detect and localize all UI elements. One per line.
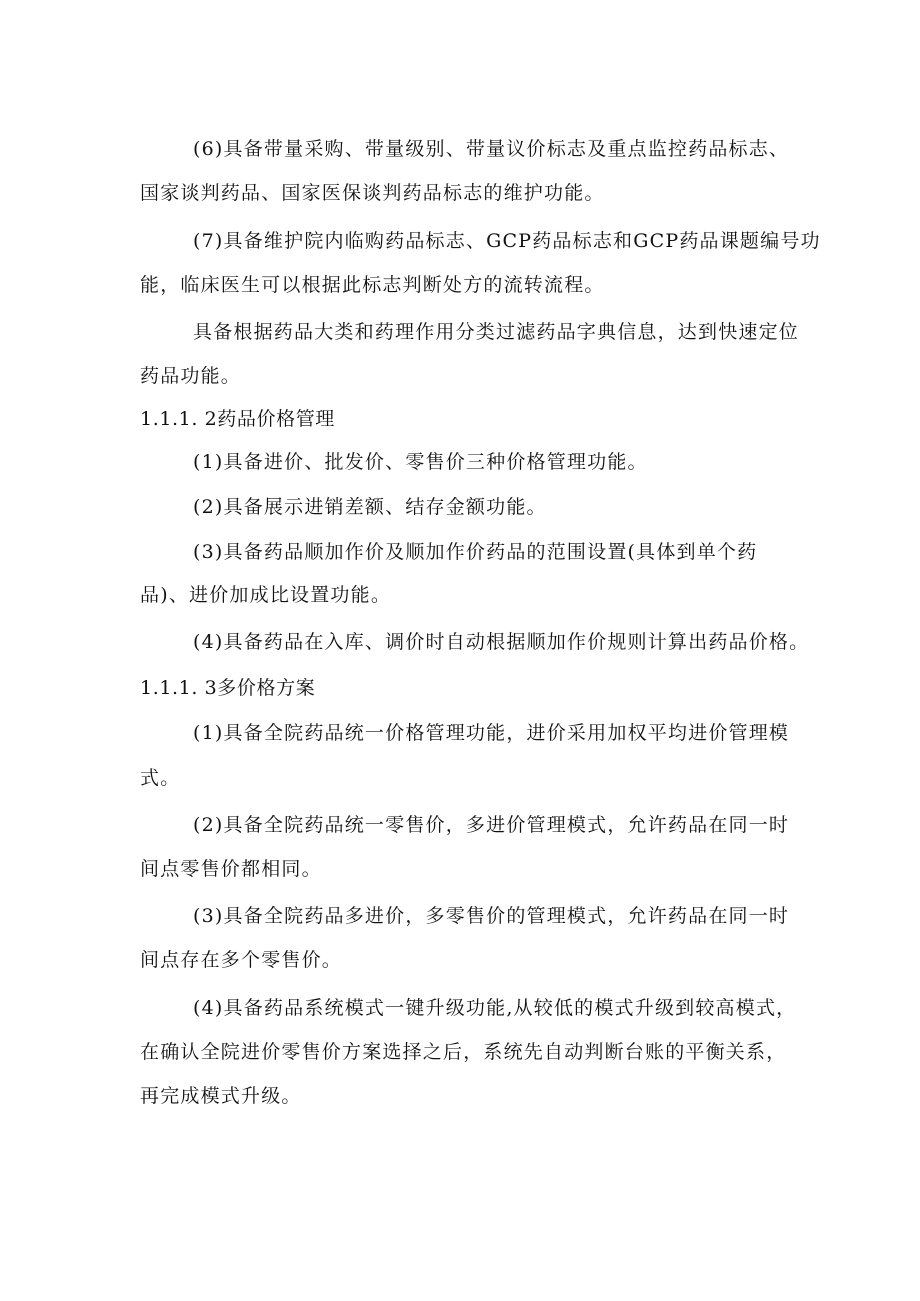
- paragraph-filter-line-2: 药品功能。: [140, 365, 242, 387]
- price-item-4: (4)具备药品在入库、调价时自动根据顺加作价规则计算出药品价格。: [193, 631, 810, 653]
- scheme-item-2-line-2: 间点零售价都相同。: [140, 858, 322, 880]
- scheme-item-1-line-2: 式。: [140, 767, 181, 789]
- section-heading-multi-price-scheme: 1.1.1. 3多价格方案: [140, 677, 316, 699]
- paragraph-filter-line-1: 具备根据药品大类和药理作用分类过滤药品字典信息，达到快速定位: [193, 321, 800, 343]
- section-heading-price-management: 1.1.1. 2药品价格管理: [140, 408, 335, 430]
- scheme-item-1-line-1: (1)具备全院药品统一价格管理功能，进价采用加权平均进价管理模: [193, 722, 790, 744]
- paragraph-7-line-2: 能，临床医生可以根据此标志判断处方的流转流程。: [140, 274, 605, 296]
- paragraph-6-line-2: 国家谈判药品、国家医保谈判药品标志的维护功能。: [140, 182, 605, 204]
- paragraph-7-line-1: (7)具备维护院内临购药品标志、GCP药品标志和GCP药品课题编号功: [193, 230, 821, 252]
- scheme-item-4-line-2: 在确认全院进价零售价方案选择之后，系统先自动判断台账的平衡关系，: [140, 1041, 787, 1063]
- scheme-item-4-line-1: (4)具备药品系统模式一键升级功能,从较低的模式升级到较高模式，: [193, 997, 797, 1019]
- scheme-item-3-line-2: 间点存在多个零售价。: [140, 949, 343, 971]
- price-item-3-line-1: (3)具备药品顺加作价及顺加作价药品的范围设置(具体到单个药: [193, 541, 758, 563]
- scheme-item-3-line-1: (3)具备全院药品多进价，多零售价的管理模式，允许药品在同一时: [193, 905, 790, 927]
- price-item-3-line-2: 品)、进价加成比设置功能。: [140, 584, 392, 606]
- scheme-item-2-line-1: (2)具备全院药品统一零售价，多进价管理模式，允许药品在同一时: [193, 814, 790, 836]
- scheme-item-4-line-3: 再完成模式升级。: [140, 1085, 302, 1107]
- price-item-1: (1)具备进价、批发价、零售价三种价格管理功能。: [193, 451, 648, 473]
- price-item-2: (2)具备展示进销差额、结存金额功能。: [193, 496, 547, 518]
- paragraph-6-line-1: (6)具备带量采购、带量级别、带量议价标志及重点监控药品标志、: [193, 138, 790, 160]
